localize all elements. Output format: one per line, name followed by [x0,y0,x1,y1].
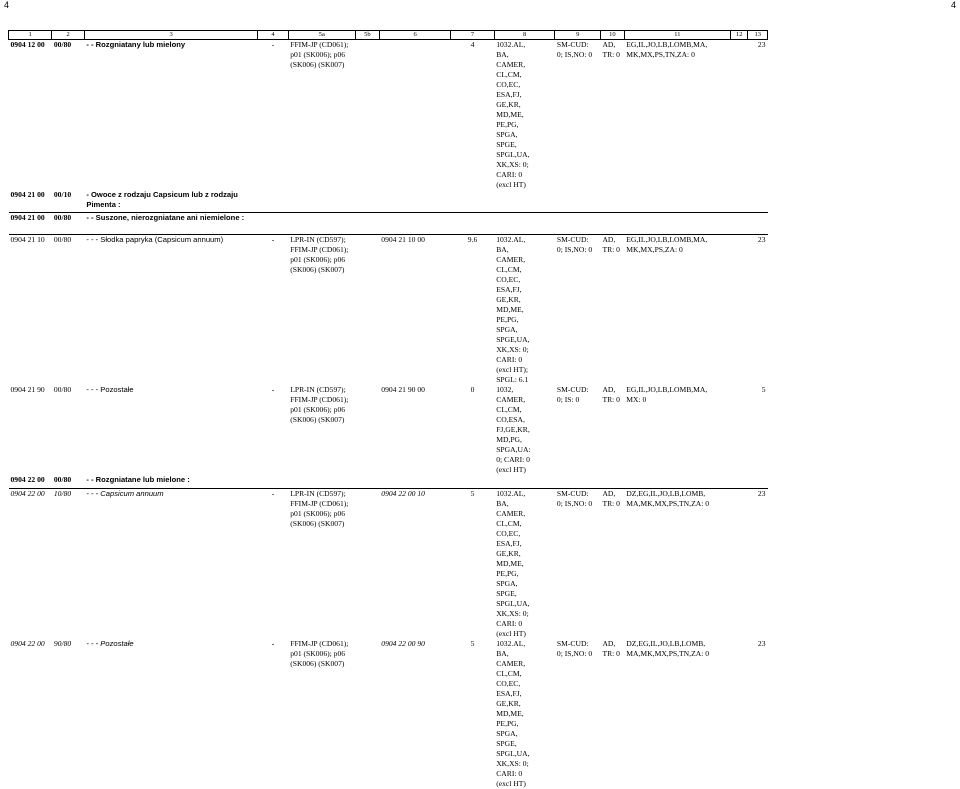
preferential-duty-line: BA, [496,50,553,60]
table-body [9,40,768,789]
preferential-duty-line: (excl HT) [496,180,553,190]
cn-code: 0904 21 90 [9,385,52,475]
col5b [355,190,379,212]
preferential-duty-line: 1032, [496,385,553,395]
col12 [731,40,748,191]
preferential-duty-line: CARI: 0 [496,619,553,629]
preferential-duty-line: BA, [496,245,553,255]
preferential-duty-line: ESA,FJ, [496,689,553,699]
preferential-duty-line: CL,CM, [496,265,553,275]
preferential-duty-line: FJ,GE,KR, [496,425,553,435]
preferential-duty-line: MD,ME, [496,559,553,569]
vat-rate: 23 [748,489,768,640]
preferential-duty-line: CO,ESA, [496,415,553,425]
cn-code: 0904 21 00 [9,190,52,212]
cn-code: 0904 21 10 [9,234,52,385]
preferential-duty-line: GE,KR, [496,699,553,709]
col-header: 9 [555,31,601,40]
table-row [9,234,768,385]
preferential-duty-line: CAMER, [496,509,553,519]
col10-line: TR: 0 [602,245,622,255]
preferential-duty-line: CARI: 0 [496,355,553,365]
preferential-duty-line: MD,ME, [496,709,553,719]
measures-line: (SK006) (SK007) [290,415,353,425]
col11-line: EG,IL,JO,LB,LOMB,MA, [626,40,728,50]
preferential-duty-line: SPGL,UA, [496,599,553,609]
preferential-duty-line: MD,PG, [496,435,553,445]
col11 [624,385,730,475]
measures-line: (SK006) (SK007) [290,659,353,669]
preferential-duty [494,639,555,789]
description: - - Rozgniatany lub mielony [84,40,257,191]
col10 [600,40,624,191]
col9 [555,40,601,191]
col9-line: 0; IS,NO: 0 [557,499,599,509]
preferential-duty-line: BA, [496,649,553,659]
preferential-duty-line: ESA,FJ, [496,539,553,549]
col4 [258,190,288,212]
col-header: 10 [600,31,624,40]
col10-line: AD, [602,489,622,499]
taric-sub: 00/80 [52,385,85,475]
cn-code: 0904 22 00 [9,489,52,640]
table-row [9,475,768,489]
preferential-duty-line: SPGE, [496,739,553,749]
col11 [624,475,730,489]
measures-line: LPR-IN (CD597); [290,489,353,499]
duty-rate [451,190,494,212]
national-code: 0904 21 10 00 [379,234,451,385]
duty-rate: 9.6 [451,234,494,385]
preferential-duty-line: SPGA, [496,729,553,739]
national-code [379,190,451,212]
preferential-duty-line: MD,ME, [496,305,553,315]
preferential-duty-line: CO,EC, [496,679,553,689]
col12 [731,475,748,489]
duty-rate [451,475,494,489]
col9 [555,190,601,212]
col4: - [258,234,288,385]
col11 [624,489,730,640]
preferential-duty-line: SPGE, [496,589,553,599]
duty-rate: 0 [451,385,494,475]
col-header: 12 [731,31,748,40]
preferential-duty-line: (excl HT); [496,365,553,375]
col11-line: EG,IL,JO,LB,LOMB,MA, [626,385,728,395]
measures [288,475,355,489]
measures-line: (SK006) (SK007) [290,265,353,275]
col4: - [258,40,288,191]
col12 [731,234,748,385]
preferential-duty-line: SPGA, [496,325,553,335]
preferential-duty-line: 1032.AL, [496,40,553,50]
preferential-duty-line: SPGL,UA, [496,749,553,759]
col-header: 5b [355,31,379,40]
preferential-duty-line: CARI: 0 [496,170,553,180]
preferential-duty [494,385,555,475]
vat-rate [748,190,768,212]
col11-line: MK,MX,PS,ZA: 0 [626,245,728,255]
duty-rate: 5 [451,639,494,789]
national-code: 0904 21 90 00 [379,385,451,475]
col11-line: DZ,EG,IL,JO,LB,LOMB, [626,489,728,499]
col11-line: MA,MK,MX,PS,TN,ZA: 0 [626,499,728,509]
col5b [355,385,379,475]
col9-line: 0; IS,NO: 0 [557,50,599,60]
col9 [555,212,601,234]
preferential-duty-line: SPGE,UA, [496,335,553,345]
preferential-duty [494,190,555,212]
table-row [9,639,768,789]
vat-rate: 23 [748,639,768,789]
measures [288,40,355,191]
measures-line: FFIM-JP (CD061); [290,40,353,50]
preferential-duty-line: MD,ME, [496,110,553,120]
col-header: 8 [494,31,555,40]
col10-line: AD, [602,40,622,50]
preferential-duty-line: GE,KR, [496,295,553,305]
taric-sub: 00/80 [52,234,85,385]
preferential-duty-line: CL,CM, [496,405,553,415]
col-header: 13 [748,31,768,40]
preferential-duty-line: CAMER, [496,60,553,70]
preferential-duty-line: CO,EC, [496,529,553,539]
vat-rate: 5 [748,385,768,475]
preferential-duty [494,475,555,489]
col5b [355,40,379,191]
national-code [379,212,451,234]
description: - - Suszone, nierozgniatane ani niemielone : [84,212,257,234]
preferential-duty-line: ESA,FJ, [496,285,553,295]
measures [288,212,355,234]
col9-line: SM-CUD: [557,489,599,499]
taric-sub: 00/80 [52,212,85,234]
vat-rate: 23 [748,234,768,385]
vat-rate [748,212,768,234]
header-row [9,31,768,40]
table-row [9,212,768,234]
col10-line: AD, [602,235,622,245]
col9 [555,639,601,789]
col11 [624,234,730,385]
preferential-duty [494,234,555,385]
description: - Owoce z rodzaju Capsicum lub z rodzaju Pimenta : [84,190,257,212]
measures-line: FFIM-JP (CD061); [290,395,353,405]
preferential-duty-line: PE,PG, [496,569,553,579]
preferential-duty-line: XK,XS: 0; [496,759,553,769]
taric-sub: 00/10 [52,190,85,212]
duty-rate [451,212,494,234]
measures-line: p01 (SK006); p06 [290,255,353,265]
preferential-duty-line: CL,CM, [496,519,553,529]
col-header: 7 [451,31,494,40]
col10 [600,234,624,385]
col4: - [258,639,288,789]
col11-line: EG,IL,JO,LB,LOMB,MA, [626,235,728,245]
measures-line: p01 (SK006); p06 [290,649,353,659]
col9-line: SM-CUD: [557,385,599,395]
col10-line: AD, [602,385,622,395]
preferential-duty-line: SPGA, [496,579,553,589]
col12 [731,190,748,212]
measures [288,489,355,640]
table-row [9,489,768,640]
preferential-duty-line: CL,CM, [496,70,553,80]
col11 [624,639,730,789]
preferential-duty-line: CO,EC, [496,275,553,285]
cn-code: 0904 12 00 [9,40,52,191]
measures [288,385,355,475]
col9 [555,475,601,489]
col11-line: MX: 0 [626,395,728,405]
preferential-duty-line: CAMER, [496,659,553,669]
col11 [624,190,730,212]
preferential-duty-line: ESA,FJ, [496,90,553,100]
national-code [379,40,451,191]
preferential-duty-line: XK,XS: 0; [496,609,553,619]
description: - - - Pozostałe [84,639,257,789]
col12 [731,489,748,640]
col4 [258,212,288,234]
preferential-duty-line: 1032.AL, [496,235,553,245]
col10-line: TR: 0 [602,50,622,60]
description: - - - Capsicum annuum [84,489,257,640]
measures-line: p01 (SK006); p06 [290,509,353,519]
preferential-duty-line: BA, [496,499,553,509]
col11 [624,212,730,234]
preferential-duty-line: GE,KR, [496,100,553,110]
description: - - - Pozostałe [84,385,257,475]
col11-line: MA,MK,MX,PS,TN,ZA: 0 [626,649,728,659]
preferential-duty-line: 1032.AL, [496,489,553,499]
col10-line: AD, [602,639,622,649]
col9 [555,489,601,640]
col4: - [258,385,288,475]
col9 [555,385,601,475]
measures-line: (SK006) (SK007) [290,519,353,529]
col-header: 6 [379,31,451,40]
measures-line: FFIM-JP (CD061); [290,245,353,255]
cn-code: 0904 22 00 [9,475,52,489]
col4: - [258,489,288,640]
col-header: 11 [624,31,730,40]
preferential-duty [494,40,555,191]
col9-line: SM-CUD: [557,639,599,649]
measures-line: FFIM-JP (CD061); [290,639,353,649]
duty-rate: 4 [451,40,494,191]
col9-line: 0; IS: 0 [557,395,599,405]
cn-code: 0904 22 00 [9,639,52,789]
preferential-duty-line: 1032.AL, [496,639,553,649]
col5b [355,234,379,385]
col12 [731,385,748,475]
taric-sub: 00/80 [52,40,85,191]
col11 [624,40,730,191]
col9 [555,234,601,385]
preferential-duty-line: (excl HT) [496,465,553,475]
description: - - - Słodka papryka (Capsicum annuum) [84,234,257,385]
table-row [9,385,768,475]
col12 [731,212,748,234]
preferential-duty-line: GE,KR, [496,549,553,559]
cn-code: 0904 21 00 [9,212,52,234]
col10-line: TR: 0 [602,649,622,659]
col10 [600,212,624,234]
national-code: 0904 22 00 10 [379,489,451,640]
preferential-duty-line: CARI: 0 [496,769,553,779]
col10 [600,385,624,475]
col9-line: SM-CUD: [557,40,599,50]
measures-line: LPR-IN (CD597); [290,385,353,395]
preferential-duty-line: PE,PG, [496,315,553,325]
col9-line: 0; IS,NO: 0 [557,649,599,659]
col10-line: TR: 0 [602,395,622,405]
measures [288,190,355,212]
col9-line: 0; IS,NO: 0 [557,245,599,255]
preferential-duty-line: CAMER, [496,395,553,405]
col5b [355,212,379,234]
preferential-duty-line: (excl HT) [496,629,553,639]
preferential-duty-line: 0; CARI: 0 [496,455,553,465]
preferential-duty-line: XK,XS: 0; [496,345,553,355]
vat-rate [748,475,768,489]
col4 [258,475,288,489]
col11-line: MK,MX,PS,TN,ZA: 0 [626,50,728,60]
preferential-duty-line: SPGA,UA: [496,445,553,455]
preferential-duty-line: PE,PG, [496,719,553,729]
taric-sub: 10/80 [52,489,85,640]
preferential-duty-line: SPGL: 6.1 [496,375,553,385]
col5b [355,489,379,640]
col10 [600,190,624,212]
measures [288,639,355,789]
taric-sub: 90/80 [52,639,85,789]
col12 [731,639,748,789]
col10-line: TR: 0 [602,499,622,509]
col-header: 3 [84,31,257,40]
col10 [600,475,624,489]
page-number-left: 4 [4,0,9,10]
vat-rate: 23 [748,40,768,191]
col10 [600,489,624,640]
description: - - Rozgniatane lub mielone : [84,475,257,489]
preferential-duty-line: XK,XS: 0; [496,160,553,170]
col10 [600,639,624,789]
table-row [9,190,768,212]
col5b [355,475,379,489]
col-header: 5a [288,31,355,40]
page-number-right: 4 [951,0,956,10]
measures-line: LPR-IN (CD597); [290,235,353,245]
col-header: 1 [9,31,52,40]
preferential-duty-line: SPGE, [496,140,553,150]
preferential-duty [494,489,555,640]
tariff-table [8,30,768,789]
measures-line: (SK006) (SK007) [290,60,353,70]
measures-line: FFIM-JP (CD061); [290,499,353,509]
col9-line: SM-CUD: [557,235,599,245]
taric-sub: 00/80 [52,475,85,489]
col-header: 4 [258,31,288,40]
preferential-duty-line: CAMER, [496,255,553,265]
preferential-duty-line: PE,PG, [496,120,553,130]
measures-line: p01 (SK006); p06 [290,50,353,60]
duty-rate: 5 [451,489,494,640]
preferential-duty-line: SPGL,UA, [496,150,553,160]
col-header: 2 [52,31,85,40]
national-code [379,475,451,489]
preferential-duty [494,212,555,234]
col11-line: DZ,EG,IL,JO,LB,LOMB, [626,639,728,649]
national-code: 0904 22 00 90 [379,639,451,789]
col5b [355,639,379,789]
measures-line: p01 (SK006); p06 [290,405,353,415]
preferential-duty-line: (excl HT) [496,779,553,789]
table-row [9,40,768,191]
preferential-duty-line: SPGA, [496,130,553,140]
preferential-duty-line: CO,EC, [496,80,553,90]
measures [288,234,355,385]
preferential-duty-line: CL,CM, [496,669,553,679]
